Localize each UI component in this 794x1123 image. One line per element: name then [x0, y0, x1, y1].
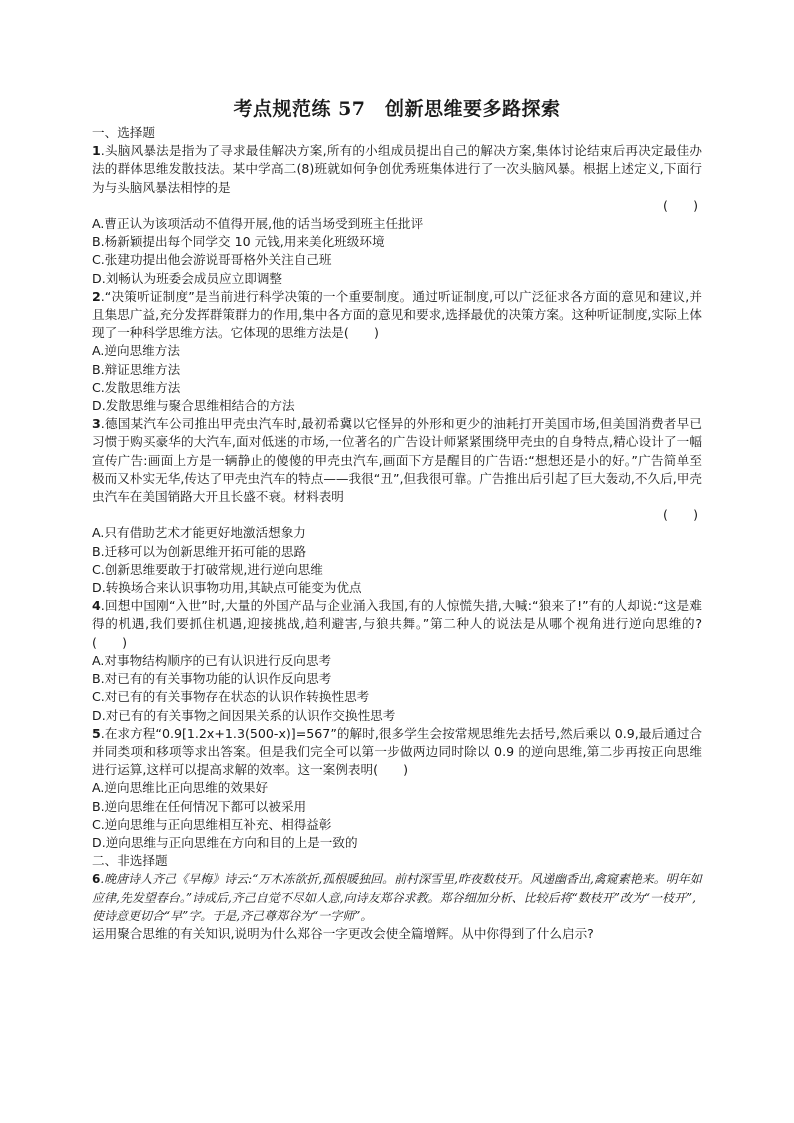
option-c: C.发散思维方法 [92, 379, 181, 395]
option-b: B.迁移可以为创新思维开拓可能的思路 [92, 543, 307, 559]
section-heading-choice: 一、选择题 [92, 125, 155, 140]
question-number: 6 [92, 872, 101, 887]
question-6 [92, 870, 702, 943]
question-stem: 4.回想中国刚“入世”时,大量的外国产品与企业涌入我国,有的人惊慌失措,大喊:“狼来了!”有的人却说:“这是难得的机遇,我们要抓住机遇,迎接挑战,趋利避害,与狼共舞。”第二种人的说法是从哪个视角进行逆向思维的?( ) [92, 598, 702, 650]
option-b: B.逆向思维在任何情况下都可以被采用 [92, 798, 307, 814]
question-material: 6.晚唐诗人齐己《早梅》诗云:“万木冻欲折,孤根暖独回。前村深雪里,昨夜数枝开。风递幽香出,禽窥素艳来。明年如应律,先发望春台。”诗成后,齐己自觉不尽如人意,向诗友郑谷求教。郑谷细加分析、比较后将“数枝开”改为“一枝开”,使诗意更切合“早”字。于是,齐己尊郑谷为“一字师”。 [92, 872, 702, 923]
option-d: D.发散思维与聚合思维相结合的方法 [92, 398, 295, 414]
question-2 [92, 288, 702, 415]
option-b: B.对已有的有关事物功能的认识作反向思考 [92, 671, 332, 687]
question-stem: 3.德国某汽车公司推出甲壳虫汽车时,最初希冀以它怪异的外形和更少的油耗打开美国市场,但美国消费者早已习惯于购买豪华的大汽车,面对低迷的市场,一位著名的广告设计师紧紧围绕甲壳虫的自身特点,精心设计了一幅宣传广告:画面上方是一辆静止的傻傻的甲壳虫汽车,画面下方是醒目的广告语:“想想还是小的好。”广告简单至极而又朴实无华,传达了甲壳虫汽车的特点——我很“丑”,但我很可靠。广告推出后引起了巨大轰动,不久后,甲壳虫汽车在美国销路大开且长盛不衰。材料表明 ( ) [92, 415, 702, 524]
question-stem: 1.头脑风暴法是指为了寻求最佳解决方案,所有的小组成员提出自己的解决方案,集体讨论结束后再决定最佳办法的群体思维发散技法。某中学高二(8)班就如何争创优秀班集体进行了一次头脑风暴。根据上述定义,下面行为与头脑风暴法相悖的是 ( ) [92, 142, 702, 215]
question-number: 3 [92, 416, 101, 432]
option-d: D.刘畅认为班委会成员应立即调整 [92, 270, 283, 286]
option-c: C.张建功提出他会游说哥哥格外关注自己班 [92, 252, 332, 268]
option-c: C.对已有的有关事物存在状态的认识作转换性思考 [92, 689, 370, 705]
question-prompt: 运用聚合思维的有关知识,说明为什么郑谷一字更改会使全篇增辉。从中你得到了什么启示? [92, 925, 594, 941]
option-d: D.逆向思维与正向思维在方向和目的上是一致的 [92, 834, 358, 850]
option-b: B.杨新颖提出每个同学交 10 元钱,用来美化班级环境 [92, 234, 385, 250]
page-title: 考点规范练 57 创新思维要多路探索 [233, 98, 561, 120]
question-4 [92, 597, 702, 724]
option-c: C.创新思维要敢于打破常规,进行逆向思维 [92, 561, 323, 577]
answer-bracket: ( ) [662, 507, 698, 523]
option-a: A.曹正认为该项活动不值得开展,他的话当场受到班主任批评 [92, 216, 424, 232]
question-number: 2 [92, 288, 101, 304]
question-number: 5 [92, 725, 101, 741]
section-heading-nonchoice: 二、非选择题 [92, 853, 168, 869]
question-3 [92, 415, 702, 597]
option-a: A.只有借助艺术才能更好地激活想象力 [92, 525, 306, 541]
worksheet-page [92, 96, 702, 943]
option-a: A.逆向思维方法 [92, 343, 180, 359]
question-stem: 5.在求方程“0.9[1.2x+1.3(500-x)]=567”的解时,很多学生会按常规思维先去括号,然后乘以 0.9,最后通过合并同类项和移项等求出答案。但是我们完全可以第一步做两边同时除以 0.9 的逆向思维,第二步再按正向思维进行运算,这样可以提高求解的效率。这一案例表明( ) [92, 725, 702, 778]
option-d: D.对已有的有关事物之间因果关系的认识作交换性思考 [92, 707, 396, 723]
question-number: 4 [92, 598, 101, 614]
option-c: C.逆向思维与正向思维相互补充、相得益彰 [92, 816, 332, 832]
option-d: D.转换场合来认识事物功用,其缺点可能变为优点 [92, 580, 362, 596]
question-stem: 2.“决策听证制度”是当前进行科学决策的一个重要制度。通过听证制度,可以广泛征求各方面的意见和建议,并且集思广益,充分发挥群策群力的作用,集中各方面的意见和要求,选择最优的决策方案。这种听证制度,实际上体现了一种科学思维方法。它体现的思维方法是( ) [92, 288, 702, 341]
question-number: 1 [92, 143, 101, 159]
option-b: B.辩证思维方法 [92, 361, 181, 377]
option-a: A.逆向思维比正向思维的效果好 [92, 780, 269, 796]
question-5 [92, 725, 702, 852]
option-a: A.对事物结构顺序的已有认识进行反向思考 [92, 652, 332, 668]
question-1 [92, 142, 702, 288]
answer-bracket: ( ) [662, 197, 698, 213]
